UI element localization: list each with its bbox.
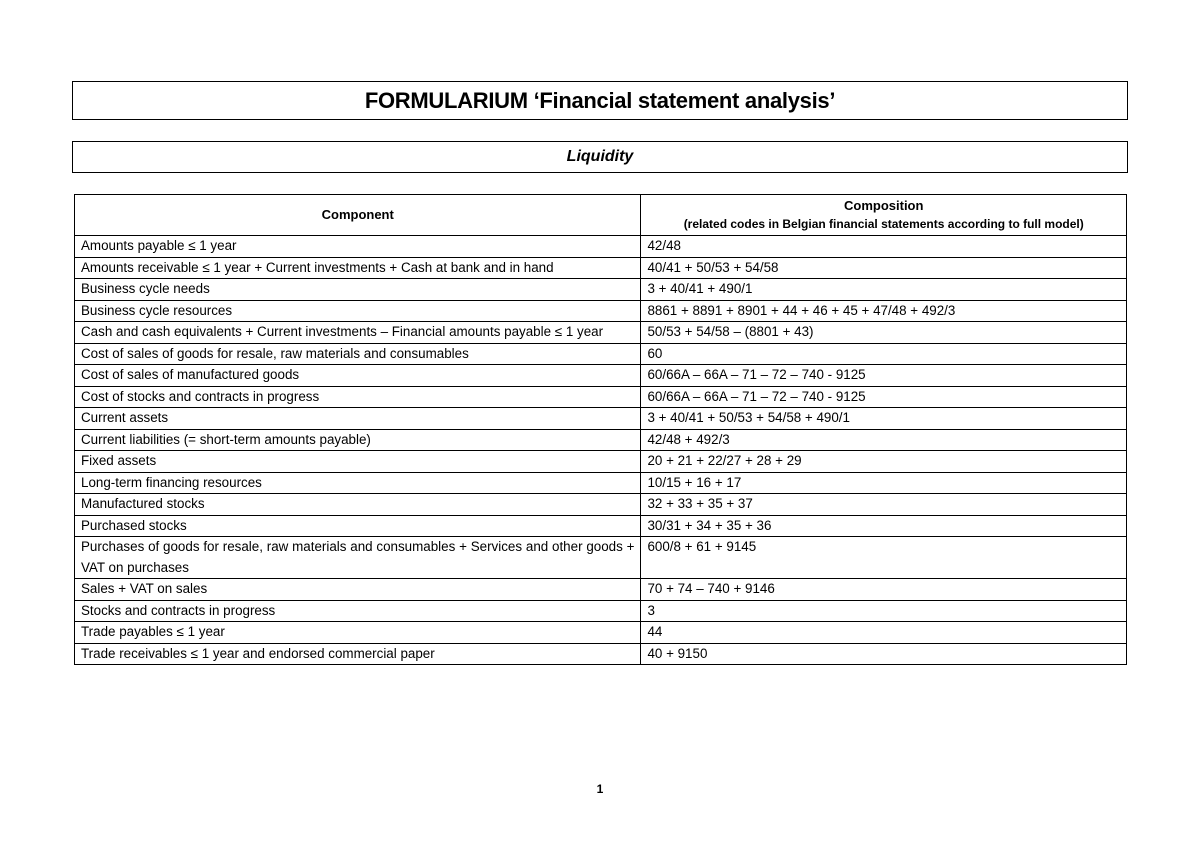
table-row (75, 386, 1127, 408)
formula-cell: 600/8 + 61 + 9145 (641, 537, 1127, 579)
component-cell: Stocks and contracts in progress (75, 600, 641, 622)
formula-cell: 3 + 40/41 + 50/53 + 54/58 + 490/1 (641, 408, 1127, 430)
table-row (75, 600, 1127, 622)
component-cell: Long-term financing resources (75, 472, 641, 494)
table-row (75, 537, 1127, 579)
component-cell: Current assets (75, 408, 641, 430)
formula-table (74, 194, 1127, 665)
header-composition-subtitle: (related codes in Belgian financial statements according to full model) (683, 217, 1084, 231)
table-row (75, 236, 1127, 258)
page-number: 1 (596, 782, 604, 796)
component-cell: Amounts receivable ≤ 1 year + Current investments + Cash at bank and in hand (75, 257, 641, 279)
component-cell: Cost of sales of goods for resale, raw materials and consumables (75, 343, 641, 365)
table-row (75, 515, 1127, 537)
component-cell: Trade receivables ≤ 1 year and endorsed commercial paper (75, 643, 641, 665)
component-cell: Business cycle resources (75, 300, 641, 322)
table-row (75, 365, 1127, 387)
table-row (75, 429, 1127, 451)
formula-cell: 42/48 (641, 236, 1127, 258)
component-cell: Amounts payable ≤ 1 year (75, 236, 641, 258)
table-row (75, 279, 1127, 301)
table-row (75, 300, 1127, 322)
formula-cell: 40 + 9150 (641, 643, 1127, 665)
formula-cell: 8861 + 8891 + 8901 + 44 + 46 + 45 + 47/48 + 492/3 (641, 300, 1127, 322)
formula-cell: 10/15 + 16 + 17 (641, 472, 1127, 494)
document-title: FORMULARIUM ‘Financial statement analysis’ (72, 81, 1128, 120)
formula-cell: 60/66A – 66A – 71 – 72 – 740 - 9125 (641, 365, 1127, 387)
section-heading: Liquidity (72, 141, 1128, 173)
formula-cell: 30/31 + 34 + 35 + 36 (641, 515, 1127, 537)
component-cell: Cost of sales of manufactured goods (75, 365, 641, 387)
table-row (75, 622, 1127, 644)
table-row (75, 579, 1127, 601)
formula-cell: 40/41 + 50/53 + 54/58 (641, 257, 1127, 279)
formula-cell: 60/66A – 66A – 71 – 72 – 740 - 9125 (641, 386, 1127, 408)
table-row (75, 472, 1127, 494)
formula-cell: 70 + 74 – 740 + 9146 (641, 579, 1127, 601)
component-cell: Current liabilities (= short-term amounts payable) (75, 429, 641, 451)
table-row (75, 343, 1127, 365)
component-cell: Cash and cash equivalents + Current investments – Financial amounts payable ≤ 1 year (75, 322, 641, 344)
table-row (75, 408, 1127, 430)
table-row (75, 322, 1127, 344)
component-cell: Purchases of goods for resale, raw materials and consumables + Services and other goods + VAT on purchases (75, 537, 641, 579)
component-cell: Trade payables ≤ 1 year (75, 622, 641, 644)
header-composition-title: Composition (844, 198, 924, 213)
table-row (75, 451, 1127, 473)
table-row (75, 257, 1127, 279)
component-cell: Manufactured stocks (75, 494, 641, 516)
component-cell: Purchased stocks (75, 515, 641, 537)
formula-cell: 60 (641, 343, 1127, 365)
header-component: Component (75, 195, 641, 236)
formula-cell: 44 (641, 622, 1127, 644)
table-row (75, 643, 1127, 665)
formula-cell: 42/48 + 492/3 (641, 429, 1127, 451)
formula-cell: 3 (641, 600, 1127, 622)
table-row (75, 494, 1127, 516)
component-cell: Cost of stocks and contracts in progress (75, 386, 641, 408)
component-cell: Business cycle needs (75, 279, 641, 301)
formula-cell: 3 + 40/41 + 490/1 (641, 279, 1127, 301)
component-cell: Fixed assets (75, 451, 641, 473)
formula-cell: 32 + 33 + 35 + 37 (641, 494, 1127, 516)
table-header-row (75, 195, 1127, 236)
formula-cell: 20 + 21 + 22/27 + 28 + 29 (641, 451, 1127, 473)
formula-cell: 50/53 + 54/58 – (8801 + 43) (641, 322, 1127, 344)
component-cell: Sales + VAT on sales (75, 579, 641, 601)
header-composition (641, 195, 1127, 236)
